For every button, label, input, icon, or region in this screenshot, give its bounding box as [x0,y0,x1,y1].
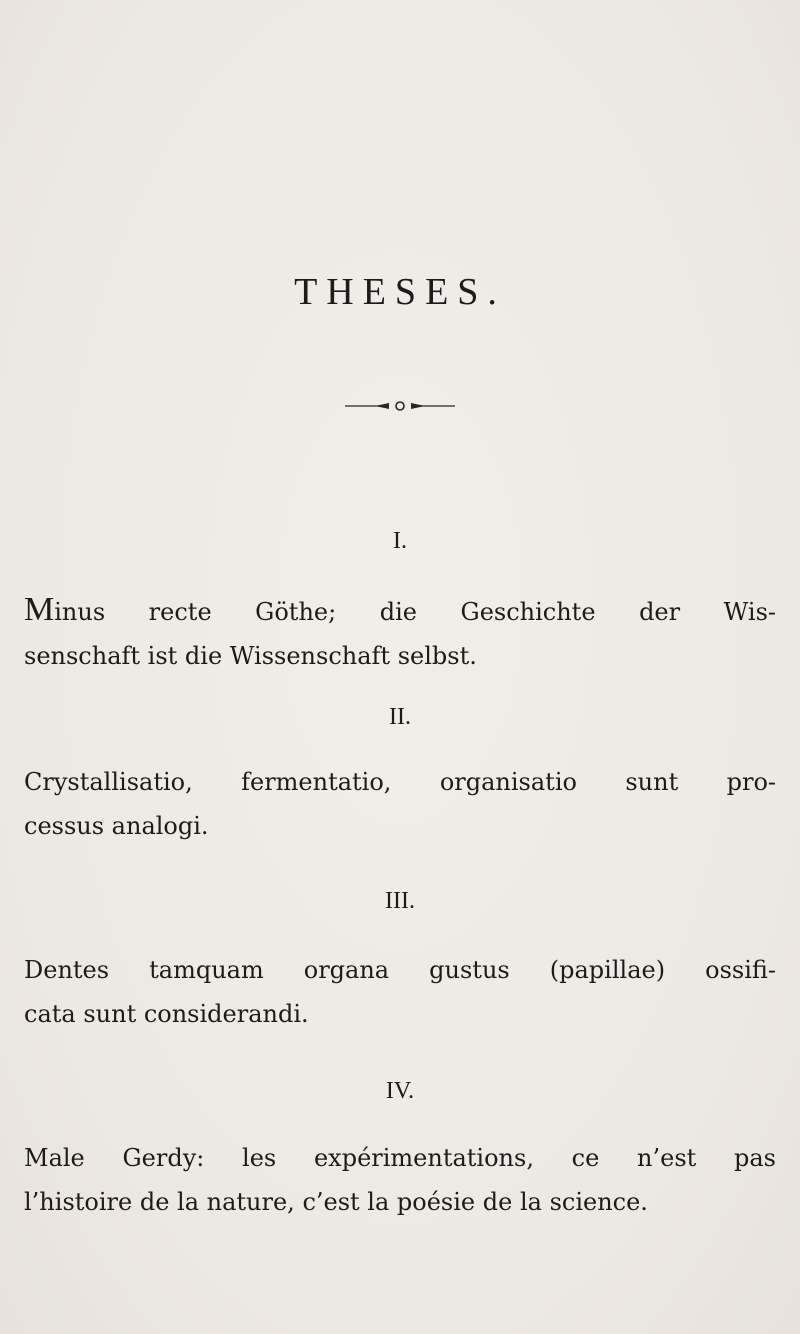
drop-initial: M [24,591,55,628]
flourish-icon [345,399,455,413]
thesis-line: l’histoire de la nature, c’est la poésie de la science. [24,1188,648,1216]
thesis-line: Male Gerdy: les expérimentations, ce n’est pas [24,1144,776,1172]
thesis-text [24,1136,776,1224]
thesis-text [24,948,776,1036]
thesis-line: cata sunt considerandi. [24,1000,309,1028]
page-title: THESES. [294,271,506,313]
thesis-text [24,588,776,678]
thesis-numeral: IV. [385,1078,415,1104]
thesis-line [24,588,776,634]
thesis-line: senschaft ist die Wissenschaft selbst. [24,642,477,670]
thesis-text [24,760,776,848]
thesis-line: Dentes tamquam organa gustus (papillae) ossifi- [24,956,776,984]
thesis-line: Crystallisatio, fermentatio, organisatio sunt pro- [24,768,776,796]
ornament-divider [0,398,800,418]
thesis-numeral: III. [385,888,415,914]
thesis-numeral: I. [393,528,407,554]
thesis-line: cessus analogi. [24,812,209,840]
thesis-numeral: II. [389,704,411,730]
thesis-line-text: inus recte Göthe; die Geschichte der Wis- [54,598,776,626]
